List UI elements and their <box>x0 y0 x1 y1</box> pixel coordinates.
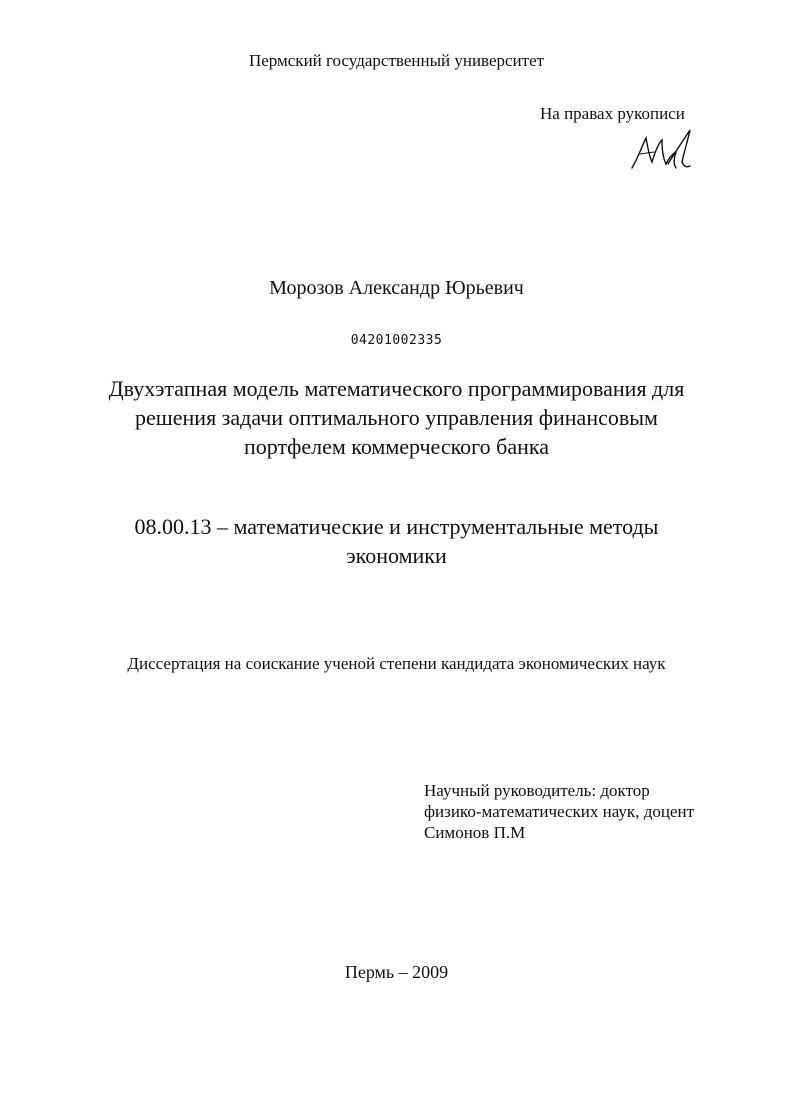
scientific-advisor <box>424 780 764 843</box>
handwritten-signature-icon <box>628 124 698 174</box>
title-line: портфелем коммерческого банка <box>243 434 550 459</box>
city-year: Пермь – 2009 <box>344 962 449 982</box>
advisor-line: физико-математических наук, доцент <box>424 802 695 821</box>
advisor-line: Научный руководитель: доктор <box>424 781 650 800</box>
specialty-line: экономики <box>346 543 447 568</box>
author-name: Морозов Александр Юрьевич <box>269 277 524 299</box>
advisor-line: Симонов П.М <box>424 823 526 842</box>
title-line: решения задачи оптимального управления финансовым <box>135 405 658 430</box>
specialty-code <box>40 512 753 570</box>
university-name: Пермский государственный университет <box>248 51 545 70</box>
manuscript-rights-note: На правах рукописи <box>540 104 685 123</box>
specialty-line: 08.00.13 – математические и инструментальные методы <box>134 514 659 539</box>
catalog-code: 04201002335 <box>350 333 443 348</box>
degree-statement: Диссертация на соискание ученой степени кандидата экономических наук <box>127 654 666 673</box>
title-line: Двухэтапная модель математического программирования для <box>108 376 685 401</box>
dissertation-title <box>40 374 753 461</box>
